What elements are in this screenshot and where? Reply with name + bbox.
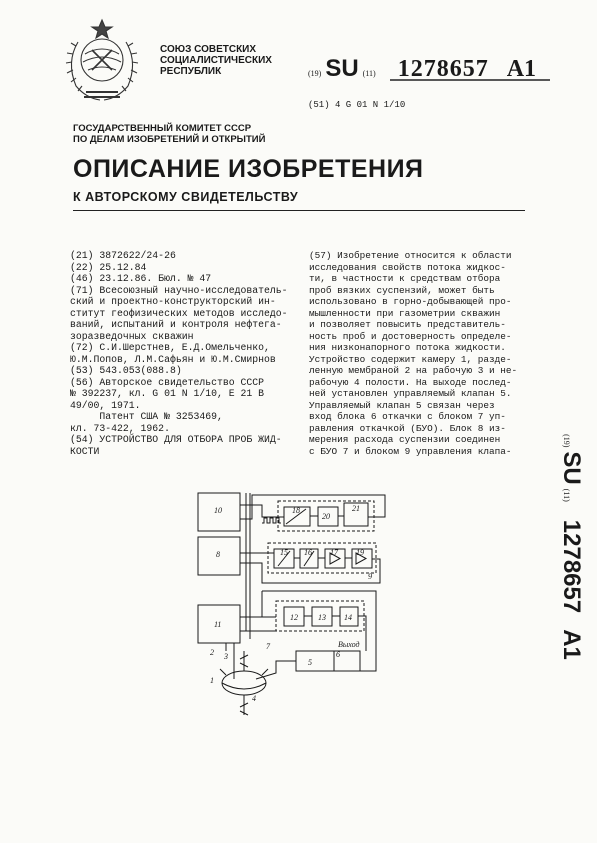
country-name: СОЮЗ СОВЕТСКИХ СОЦИАЛИСТИЧЕСКИХ РЕСПУБЛИК (160, 44, 272, 77)
patent-number: 1278657 (397, 56, 489, 82)
label-17: 17 (330, 548, 338, 557)
header-divider (73, 210, 525, 211)
committee-name: ГОСУДАРСТВЕННЫЙ КОМИТЕТ СССР ПО ДЕЛАМ ИЗОБРЕТЕНИЙ И ОТКРЫТИЙ (73, 123, 266, 145)
label-18: 18 (292, 506, 300, 515)
label-16: 16 (304, 548, 312, 557)
label-14: 14 (344, 613, 352, 622)
label-4: 4 (252, 694, 256, 703)
label-3: 3 (224, 652, 228, 661)
label-19: 19 (356, 548, 364, 557)
side-publication-number: (19) SU (11) 1278657 A1 (558, 434, 585, 660)
publication-number: (19) SU (11) 1278657 A1 (308, 55, 537, 82)
label-10: 10 (214, 506, 222, 515)
document-subtitle: К АВТОРСКОМУ СВИДЕТЕЛЬСТВУ (73, 190, 299, 204)
label-20: 20 (322, 512, 330, 521)
label-output: Выход (338, 640, 360, 649)
label-1: 1 (210, 676, 214, 685)
label-9: 9 (368, 572, 372, 581)
label-12: 12 (290, 613, 298, 622)
kind-code: A1 (506, 56, 537, 82)
country-code: SU (325, 55, 359, 82)
abstract-text: (57) Изобретение относится к области исследования свойств потока жидкос- ти, в частности к средствам отбора проб вязких суспензий, может быть использовано в горно-добывающей про- мышленности при газометрии скважин и позволяет повысить представитель- ность проб и достоверность определе- ния низконапорного потока жидкости. Устройство содержит камеру 1, разде- ленную мембраной 2 на рабочую 3 и не- рабочую 4 полости. На выходе послед- ней установлен управляемый клапан 5. Управляемый клапан 5 связан через вход блока 6 откачки с блоком 7 уп- равления откачкой (БУО). Блок 8 из- мерения расхода суспензии соединен с БУО 7 и блоком 9 управления клапа- (309, 250, 518, 457)
number-underline (390, 78, 550, 82)
ipc-classification: (51) 4 G 01 N 1/10 (308, 100, 406, 110)
label-2: 2 (210, 648, 214, 657)
block-diagram (180, 483, 420, 723)
document-title: ОПИСАНИЕ ИЗОБРЕТЕНИЯ (73, 155, 424, 183)
label-15: 15 (280, 548, 288, 557)
block-5 (296, 651, 334, 671)
label-7: 7 (266, 642, 270, 651)
label-11: 11 (214, 620, 222, 629)
ussr-emblem-icon (52, 14, 152, 106)
label-8: 8 (216, 550, 220, 559)
label-21: 21 (352, 504, 360, 513)
chamber-1 (222, 671, 266, 695)
label-5: 5 (308, 658, 312, 667)
label-6: 6 (336, 650, 340, 659)
bibliographic-data: (21) 3872622/24-26 (22) 25.12.84 (46) 23.12.86. Бюл. № 47 (71) Всесоюзный научно-исследователь- ский и проектно-конструкторский ин- ститут геофизических методов исследо- ваний, испытаний и контроля нефтега- зоразведочных скважин (72) С.И.Шерстнев, Е.Д.Омельченко, Ю.М.Попов, Л.М.Сафьян и Ю.М.Смирнов (53) 543.053(088.8) (56) Авторское свидетельство СССР № 392237, кл. G 01 N 1/10, Е 21 В 49/00, 1971. Патент США № 3253469, кл. 73-422, 1962. (54) УСТРОЙСТВО ДЛЯ ОТБОРА ПРОБ ЖИД- КОСТИ (70, 250, 288, 457)
label-13: 13 (318, 613, 326, 622)
